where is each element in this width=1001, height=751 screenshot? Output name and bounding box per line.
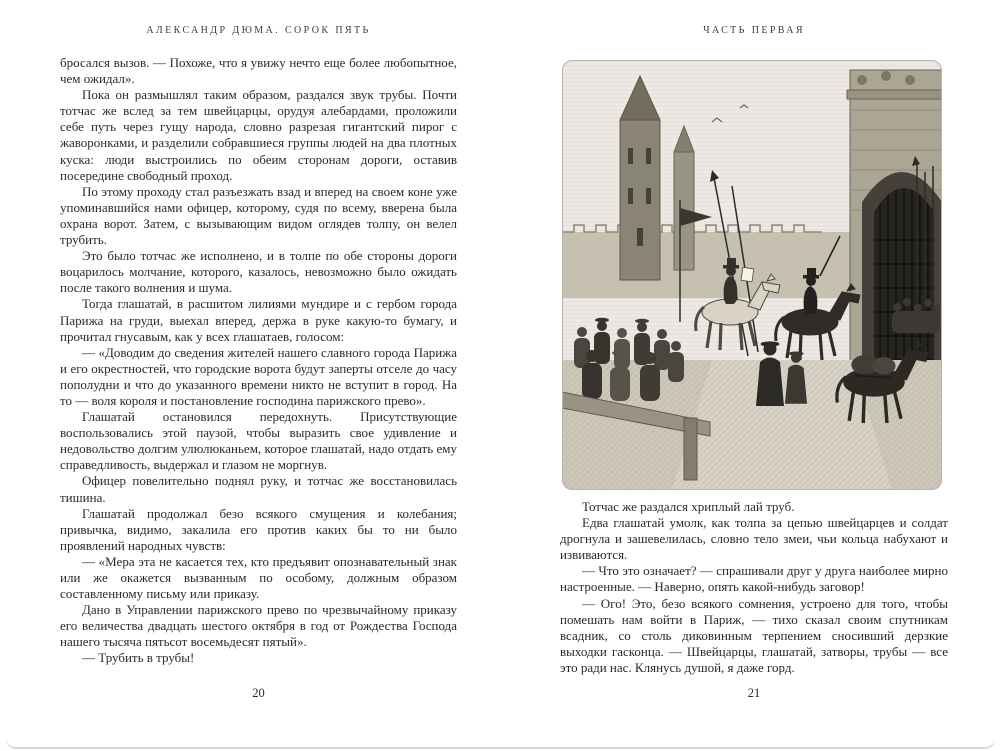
left-page-text xyxy=(60,55,457,667)
paragraph: — Ого! Это, безо всякого сомнения, устроено для того, чтобы помешать нам войти в Париж, — тихо сказал своим спутникам всадник, со столь диковинным терпением сносивший дерзкие выходки гасконца. — Швейцарцы, глашатай, затворы, трубы — все это ради нас. Клянусь душой, я даже горд. xyxy=(560,595,948,675)
running-head-right: ЧАСТЬ ПЕРВАЯ xyxy=(703,25,805,36)
page-edge-shadow xyxy=(6,739,995,749)
paragraph: — Трубить в трубы! xyxy=(82,650,195,666)
paragraph: Это было тотчас же исполнено, и в толпе по обе стороны дороги воцарилось молчание, которого, казалось, невозможно было ожидать после такого волнения и шума. xyxy=(60,248,457,296)
paragraph: Дано в Управлении парижского прево по чрезвычайному приказу его величества двадцать шестого октября в год от Рождества Господа нашего тысяча пятьсот восемьдесят пятый». xyxy=(60,602,457,650)
page-number-right: 21 xyxy=(747,686,761,700)
paragraph: — «Мера эта не касается тех, кто предъявит опознавательный знак или же окажется вызванным по особому, должным образом составленному письму или приказу. xyxy=(60,553,457,602)
paragraph: — Что это означает? — спрашивали друг у друга наиболее мирно настроенные. — Наверно, опять какой-нибудь заговор! xyxy=(560,563,948,595)
right-page-text xyxy=(560,499,948,676)
paragraph: — «Доводим до сведения жителей нашего славного города Парижа и его окрестностей, что городские ворота будут заперты отселе до часу пополудни и что до указанного времени никто не вступит в город. На то — воля короля и постановление господина парижского прево». xyxy=(60,344,457,408)
paragraph: Тогда глашатай, в расшитом лилиями мундире и с гербом города Парижа на груди, выехал вперед, держа в руке какую-то бумагу, и прочитал гнусавым, как у всех глашатаев, голосом: xyxy=(60,296,457,344)
paragraph: бросался вызов. — Похоже, что я увижу нечто еще более любопытное, чем ожидал». xyxy=(60,55,457,87)
paragraph: Глашатай продолжал безо всякого смущения и колебания; привычка, видимо, закалила его против каких бы то ни было проявлений народных чувств: xyxy=(60,505,457,553)
paragraph: Офицер повелительно поднял руку, и тотчас же восстановилась тишина. xyxy=(60,473,457,505)
engraving-illustration xyxy=(562,60,942,490)
running-head-left: АЛЕКСАНДР ДЮМА. СОРОК ПЯТЬ xyxy=(146,25,371,36)
paragraph: Тотчас же раздался хриплый лай труб. xyxy=(582,499,795,514)
page-number-left: 20 xyxy=(252,686,265,700)
paragraph: Едва глашатай умолк, как толпа за цепью швейцарцев и солдат дрогнула и зашевелилась, словно тело змеи, чьи кольца набухают и извиваются. xyxy=(560,515,948,563)
engraving-city-gate-scene-icon xyxy=(562,60,942,490)
paragraph: Пока он размышлял таким образом, раздался звук трубы. Почти тотчас же вслед за тем швейцарцы, орудуя алебардами, проложили себе путь через гущу народа, словно разрезая гигантский пирог с жаворонками, и разделили собравшиеся группы людей на два плотных куска: люди выстроились по обеим сторонам дороги, оставив посередине свободный проход. xyxy=(60,87,457,183)
paragraph: По этому проходу стал разъезжать взад и вперед на своем коне уже упоминавшийся нами офицер, которому, судя по всему, вверена была охрана ворот. Затем, с вызывающим видом оглядев толпу, он велел трубить. xyxy=(60,183,457,248)
paragraph: Глашатай остановился передохнуть. Присутствующие воспользовались этой паузой, чтобы выразить свое удивление и недовольство долгим улюлюканьем, которое глашатай, надо отдать ему справедливость, выдержал и глазом не моргнув. xyxy=(60,409,457,473)
